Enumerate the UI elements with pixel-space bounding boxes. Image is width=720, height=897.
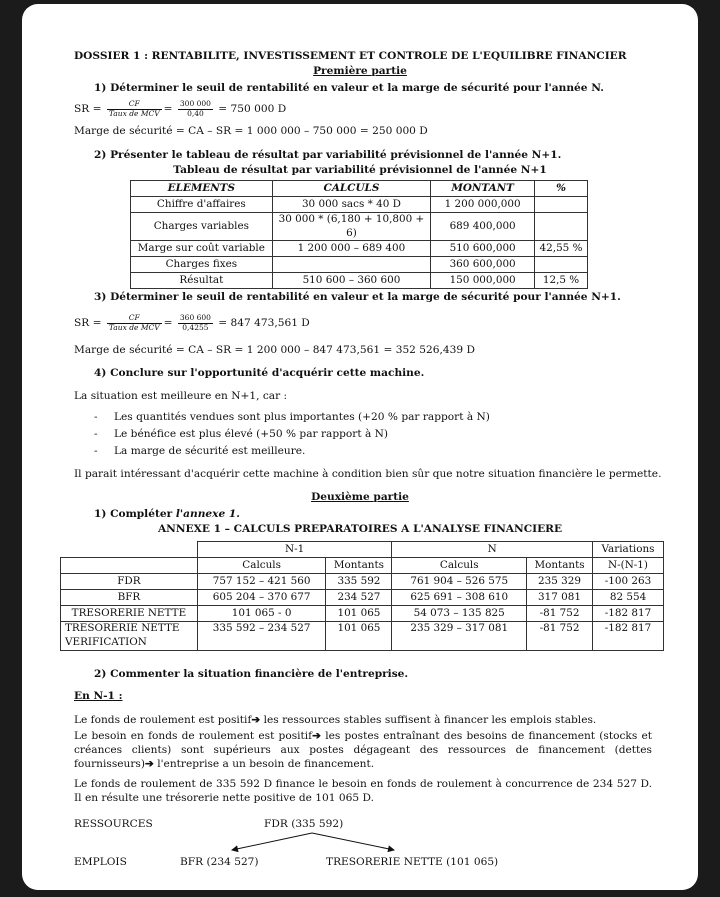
- cell: 234 527: [326, 590, 392, 606]
- document-page: [22, 4, 698, 890]
- sub-header: Calculs: [197, 558, 326, 574]
- question-2: 2) Présenter le tableau de résultat par variabilité prévisionnel de l'année N+1.: [94, 149, 562, 161]
- cell: Charges fixes: [131, 257, 273, 273]
- header-cell: CALCULS: [272, 181, 431, 197]
- sub-header: Montants: [326, 558, 392, 574]
- cell: 150 000,000: [431, 273, 535, 289]
- fdr-node: FDR (335 592): [264, 818, 344, 830]
- sr-formula-n1: SR = $\frac{CF}{\text{Taux de MCV}}$ = $\frac{360 600}{0,4255}$ = 847 473,561 D: [74, 313, 310, 332]
- cell: 235 329: [527, 574, 593, 590]
- cell: -182 817: [593, 622, 664, 651]
- cell: 12,5 %: [535, 273, 588, 289]
- cell: 625 691 – 308 610: [392, 590, 527, 606]
- emplois-label: EMPLOIS: [74, 856, 127, 868]
- paragraph-tresorerie: Le fonds de roulement de 335 592 D finance le besoin en fonds de roulement à concurrence de 234 527 D. Il en résulte une trésorerie nette positive de 101 065 D.: [74, 778, 652, 804]
- sub-header: N-(N-1): [593, 558, 664, 574]
- cell: 335 592 – 234 527: [197, 622, 326, 651]
- cell: 1 200 000,000: [431, 197, 535, 213]
- cell: Chiffre d'affaires: [131, 197, 273, 213]
- cell: Marge sur coût variable: [131, 241, 273, 257]
- situation-text: La situation est meilleure en N+1, car :: [74, 390, 288, 402]
- cell: 30 000 sacs * 40 D: [272, 197, 431, 213]
- cell: 235 329 – 317 081: [392, 622, 527, 651]
- cell: TRESORERIE NETTE: [61, 606, 198, 622]
- paragraph-fdr: Le fonds de roulement est positif➔ les ressources stables suffisent à financer les emplois stables.: [74, 714, 597, 726]
- cell: 101 065: [326, 606, 392, 622]
- list-item: - Le bénéfice est plus élevé (+50 % par rapport à N): [94, 428, 490, 445]
- sr-label: SR =: [74, 103, 102, 116]
- cell: 30 000 * (6,180 + 10,800 + 6): [272, 213, 431, 241]
- cell: BFR: [61, 590, 198, 606]
- header-cell: MONTANT: [431, 181, 535, 197]
- question-4: 4) Conclure sur l'opportunité d'acquérir cette machine.: [94, 367, 425, 379]
- sr-result: = 750 000 D: [218, 103, 287, 116]
- cell: -182 817: [593, 606, 664, 622]
- margin-of-safety-n: Marge de sécurité = CA – SR = 1 000 000 – 750 000 = 250 000 D: [74, 125, 428, 137]
- annex-title: ANNEXE 1 – CALCULS PREPARATOIRES A L'ANALYSE FINANCIERE: [157, 523, 563, 535]
- diagram-arrows: [22, 4, 698, 890]
- sub-header: Calculs: [392, 558, 527, 574]
- question-3: 3) Déterminer le seuil de rentabilité en valeur et la marge de sécurité pour l'année N+1.: [94, 291, 621, 303]
- cell: 757 152 – 421 560: [197, 574, 326, 590]
- cell: 761 904 – 526 575: [392, 574, 527, 590]
- cell: 510 600,000: [431, 241, 535, 257]
- group-header: Variations: [593, 542, 664, 558]
- list-item: - Les quantités vendues sont plus importantes (+20 % par rapport à N): [94, 411, 490, 428]
- arrow-to-bfr: [232, 833, 312, 850]
- header-cell: ELEMENTS: [131, 181, 273, 197]
- fraction-values: $\frac{300 000}{0,40}$: [179, 99, 211, 118]
- ressources-label: RESSOURCES: [74, 818, 153, 830]
- cell: 689 400,000: [431, 213, 535, 241]
- cell: 317 081: [527, 590, 593, 606]
- bfr-node: BFR (234 527): [180, 856, 259, 868]
- cell: 510 600 – 360 600: [272, 273, 431, 289]
- arrow-to-tresorerie: [312, 833, 394, 850]
- cell: -81 752: [527, 606, 593, 622]
- group-header: N: [392, 542, 593, 558]
- list-item: - La marge de sécurité est meilleure.: [94, 445, 490, 462]
- part2-question-2: 2) Commenter la situation financière de l'entreprise.: [94, 668, 409, 680]
- en-n1-heading: En N-1 :: [74, 690, 123, 702]
- question-1: 1) Déterminer le seuil de rentabilité en valeur et la marge de sécurité pour l'année N.: [94, 82, 604, 94]
- cell: FDR: [61, 574, 198, 590]
- margin-of-safety-n1: Marge de sécurité = CA – SR = 1 200 000 – 847 473,561 = 352 526,439 D: [74, 344, 475, 356]
- dossier-title: DOSSIER 1 : RENTABILITE, INVESTISSEMENT ET CONTROLE DE L'EQUILIBRE FINANCIER: [74, 50, 627, 62]
- cell: 42,55 %: [535, 241, 588, 257]
- part2-question-1: 1) Compléter l'annexe 1.: [94, 508, 240, 520]
- cell: 335 592: [326, 574, 392, 590]
- cell: 605 204 – 370 677: [197, 590, 326, 606]
- sr-label: SR =: [74, 317, 102, 330]
- group-header: N-1: [197, 542, 392, 558]
- cell: 360 600,000: [431, 257, 535, 273]
- cell: 101 065 - 0: [197, 606, 326, 622]
- paragraph-bfr: Le besoin en fonds de roulement est positif➔ les postes entraînant des besoins de financement (stocks et créances clients) sont supérieurs aux postes dégageant des ressources de financement (dettes fournisseurs)➔ l'entreprise a un besoin de financement.: [74, 730, 652, 770]
- arrow-right-icon: ➔: [312, 730, 321, 742]
- cell: 82 554: [593, 590, 664, 606]
- sr-formula-n: SR = $\frac{CF}{\text{Taux de MCV}}$ = $\frac{300 000}{0,40}$ = 750 000 D: [74, 99, 287, 118]
- cell: TRESORERIE NETTE VERIFICATION: [61, 622, 198, 651]
- fraction-cf: $\frac{CF}{\text{Taux de MCV}}$: [108, 313, 160, 332]
- cell: Résultat: [131, 273, 273, 289]
- cell: 101 065: [326, 622, 392, 651]
- tresorerie-node: TRESORERIE NETTE (101 065): [326, 856, 499, 868]
- table-title: Tableau de résultat par variabilité prévisionnel de l'année N+1: [173, 164, 547, 176]
- fraction-values: $\frac{360 600}{0,4255}$: [179, 313, 211, 332]
- cell: -81 752: [527, 622, 593, 651]
- part2-heading: Deuxième partie: [311, 491, 409, 503]
- cell: 1 200 000 – 689 400: [272, 241, 431, 257]
- header-cell: %: [535, 181, 588, 197]
- cell: -100 263: [593, 574, 664, 590]
- sr-result: = 847 473,561 D: [218, 317, 310, 330]
- fraction-cf: $\frac{CF}{\text{Taux de MCV}}$: [108, 99, 160, 118]
- cell: 54 073 – 135 825: [392, 606, 527, 622]
- sub-header: Montants: [527, 558, 593, 574]
- conclusion-text: Il parait intéressant d'acquérir cette machine à condition bien sûr que notre situation financière le permette.: [74, 468, 662, 480]
- arrow-right-icon: ➔: [251, 714, 261, 726]
- arrow-right-icon: ➔: [145, 757, 154, 770]
- part1-heading: Première partie: [313, 65, 407, 77]
- cell: Charges variables: [131, 213, 273, 241]
